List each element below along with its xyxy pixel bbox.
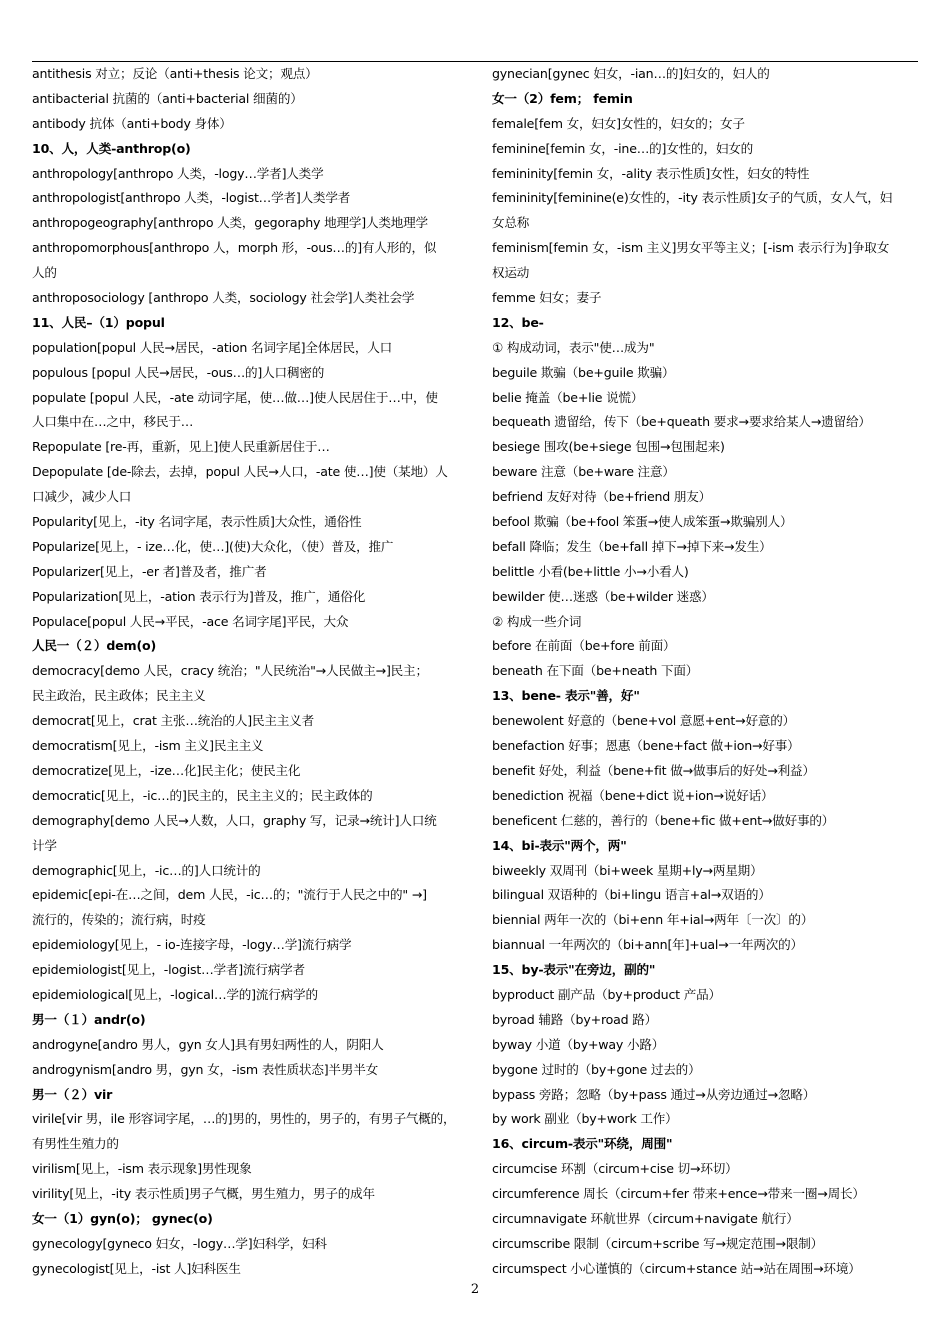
entry-line: epidemic[epi-在…之间，dem 人民，-ic…的；"流行于人民之中的" →] (32, 887, 427, 903)
entry-line: gynecian[gynec 妇女，-ian…的]妇女的，妇人的 (492, 66, 770, 81)
entry-line: Depopulate [de-除去，去掉，popul 人民→人口，-ate 使…]使（某地）人 (32, 464, 448, 480)
entry-line: circumscribe 限制（circum+scribe 写→规定范围→限制） (492, 1235, 823, 1251)
entry-line: Populace[popul 人民→平民，-ace 名词字尾]平民，大众 (32, 613, 349, 629)
entry-line: anthropologist[anthropo 人类，-logist…学者]人类学者 (32, 190, 351, 206)
entry-line: belie 掩盖（be+lie 说慌） (492, 389, 644, 405)
entry-line: bygone 过时的（by+gone 过去的） (492, 1061, 701, 1077)
entry-line: anthroposociology [anthropo 人类，sociology 社会学]人类社会学 (32, 290, 415, 306)
entry-line: Popularizer[见上，-er 者]普及者，推广者 (32, 563, 267, 579)
entry-line: ② 构成一些介词 (492, 613, 582, 629)
entry-line: ① 构成动词，表示"使…成为" (492, 339, 655, 355)
entry-line: demographic[见上，-ic…的]人口统计的 (32, 862, 261, 878)
entry-line: 人口集中在…之中，移民于… (32, 414, 194, 430)
entry-line: anthropomorphous[anthropo 人，morph 形，-ous…的]有人形的，似 (32, 240, 437, 256)
entry-line: bewilder 使…迷惑（be+wilder 迷惑） (492, 588, 714, 604)
section-heading: 男一（２）vir (32, 1086, 113, 1102)
entry-line: gynecologist[见上，-ist 人]妇科医生 (32, 1260, 241, 1276)
entry-line: befool 欺骗（be+fool 笨蛋→使人成笨蛋→欺骗别人） (492, 514, 793, 530)
entry-line: biannual 一年两次的（bi+ann[年]+ual→一年两次的） (492, 937, 803, 953)
entry-line: femininity[feminine(e)女性的，-ity 表示性质]女子的气质，女人气，妇 (492, 190, 893, 206)
entry-line: beguile 欺骗（be+guile 欺骗） (492, 364, 675, 380)
entry-line: besiege 围攻(be+siege 包围→包围起来) (492, 439, 725, 455)
entry-line: by work 副业（by+work 工作） (492, 1111, 678, 1127)
entry-line: Popularity[见上，-ity 名词字尾，表示性质]大众性，通俗性 (32, 514, 362, 530)
entry-line: benewolent 好意的（bene+vol 意愿+ent→好意的） (492, 713, 796, 729)
entry-line: female[fem 女，妇女]女性的，妇女的；女子 (492, 115, 745, 131)
entry-line: democratism[见上，-ism 主义]民主主义 (32, 738, 264, 754)
entry-line: androgynism[andro 男，gyn 女，-ism 表性质状态]半男半女 (32, 1061, 379, 1077)
entry-line: befriend 友好对待（be+friend 朋友） (492, 489, 712, 505)
section-heading: 女一（2）fem； femin (492, 90, 633, 106)
section-heading: 11、人民–（1）popul (32, 314, 165, 330)
entry-line: virility[见上，-ity 表示性质]男子气概，男生殖力，男子的成年 (32, 1186, 375, 1202)
entry-line: 人的 (32, 265, 57, 281)
entry-line: epidemiologist[见上，-logist…学者]流行病学者 (32, 962, 305, 978)
entry-line: circumference 周长（circum+fer 带来+ence→带来一圈→周长） (492, 1186, 865, 1202)
entry-line: populate [popul 人民，-ate 动词字尾，使…做…]使人民居住于…中，使 (32, 389, 438, 405)
entry-line: demography[demo 人民→人数，人口，graphy 写，记录→统计]人口统 (32, 812, 437, 828)
entry-line: democratize[见上，-ize…化]民主化；使民主化 (32, 762, 301, 778)
entry-line: byroad 辅路（by+road 路） (492, 1011, 658, 1027)
entry-line: circumcise 环割（circum+cise 切→环切） (492, 1161, 738, 1177)
entry-line: Repopulate [re-再，重新，见上]使人民重新居住于… (32, 439, 330, 455)
section-heading: 男一（１）andr(o) (32, 1011, 146, 1027)
entry-line: bilingual 双语种的（bi+lingu 语言+al→双语的） (492, 887, 771, 903)
entry-line: beneath 在下面（be+neath 下面） (492, 663, 699, 679)
section-heading: 16、circum-表示"环绕，周围" (492, 1136, 673, 1152)
entry-line: Popularize[见上，- ize…化，使…](使)大众化，（使）普及，推广 (32, 538, 394, 554)
entry-line: feminine[femin 女，-ine…的]女性的，妇女的 (492, 140, 754, 156)
entry-line: before 在前面（be+fore 前面） (492, 638, 676, 654)
entry-line: epidemiological[见上，-logical…学的]流行病学的 (32, 986, 318, 1002)
entry-line: 流行的，传染的；流行病，时疫 (32, 912, 206, 928)
entry-line: gynecology[gyneco 妇女，-logy…学]妇科学，妇科 (32, 1235, 327, 1251)
entry-line: democratic[见上，-ic…的]民主的，民主主义的；民主政体的 (32, 787, 373, 803)
entry-line: virilism[见上，-ism 表示现象]男性现象 (32, 1161, 252, 1177)
entry-line: femininity[femin 女，-ality 表示性质]女性，妇女的特性 (492, 165, 810, 181)
right-column (492, 62, 930, 1282)
section-heading: 12、be- (492, 314, 544, 330)
entry-line: 口减少，减少人口 (32, 489, 132, 505)
entry-line: antibacterial 抗菌的（anti+bacterial 细菌的） (32, 90, 303, 106)
entry-line: antibody 抗体（anti+body 身体） (32, 115, 232, 131)
entry-line: bypass 旁路；忽略（by+pass 通过→从旁边通过→忽略） (492, 1086, 816, 1102)
section-heading: 15、by-表示"在旁边，副的" (492, 962, 656, 978)
entry-line: 有男性生殖力的 (32, 1136, 119, 1152)
entry-line: bequeath 遗留给，传下（be+queath 要求→要求给某人→遗留给） (492, 414, 871, 430)
entry-line: benefit 好处，利益（bene+fit 做→做事后的好处→利益） (492, 762, 815, 778)
entry-line: feminism[femin 女，-ism 主义]男女平等主义；[-ism 表示行为]争取女 (492, 240, 890, 256)
section-heading: 13、bene- 表示"善，好" (492, 688, 640, 704)
entry-line: epidemiology[见上，- io-连接字母，-logy…学]流行病学 (32, 937, 352, 953)
entry-line: byway 小道（by+way 小路） (492, 1036, 665, 1052)
entry-line: 女总称 (492, 215, 530, 231)
entry-line: belittle 小看(be+little 小→小看人) (492, 563, 689, 579)
entry-line: beware 注意（be+ware 注意） (492, 464, 675, 480)
entry-line: populous [popul 人民→居民，-ous…的]人口稠密的 (32, 364, 325, 380)
entry-line: 计学 (32, 837, 57, 853)
entry-line: anthropology[anthropo 人类，-logy…学者]人类学 (32, 165, 324, 181)
entry-line: biweekly 双周刊（bi+week 星期+ly→两星期） (492, 862, 763, 878)
entry-line: democrat[见上，crat 主张…统治的人]民主主义者 (32, 713, 314, 729)
entry-line: antithesis 对立；反论（anti+thesis 论文；观点） (32, 66, 318, 81)
section-heading: 人民一（２）dem(o) (32, 638, 157, 654)
entry-line: population[popul 人民→居民，-ation 名词字尾]全体居民，人口 (32, 339, 393, 355)
entry-line: befall 降临；发生（be+fall 掉下→掉下来→发生） (492, 538, 772, 554)
entry-line: 民主政治，民主政体；民主主义 (32, 688, 206, 704)
section-heading: 10、人，人类-anthrop(o) (32, 140, 191, 156)
entry-line: virile[vir 男，ile 形容词字尾，…的]男的，男性的，男子的，有男子气概的， (32, 1111, 456, 1127)
entry-line: biennial 两年一次的（bi+enn 年+ial→两年〔一次〕的） (492, 912, 814, 928)
entry-line: circumnavigate 环航世界（circum+navigate 航行） (492, 1210, 799, 1226)
entry-line: benediction 祝福（bene+dict 说+ion→说好话） (492, 787, 774, 803)
left-column (32, 62, 470, 1282)
entry-line: femme 妇女；妻子 (492, 290, 602, 306)
entry-line: circumspect 小心谨慎的（circum+stance 站→站在周围→环境） (492, 1260, 861, 1276)
entry-line: anthropogeography[anthropo 人类，gegoraphy 地理学]人类地理学 (32, 215, 428, 231)
entry-line: Popularization[见上，-ation 表示行为]普及，推广，通俗化 (32, 588, 366, 604)
entry-line: benefaction 好事；恩惠（bene+fact 做+ion→好事） (492, 738, 800, 754)
entry-line: androgyne[andro 男人，gyn 女人]具有男妇两性的人，阴阳人 (32, 1036, 384, 1052)
entry-line: byproduct 副产品（by+product 产品） (492, 986, 721, 1002)
entry-line: 权运动 (492, 265, 530, 281)
entry-line: democracy[demo 人民，cracy 统治；"人民统治"→人民做主→]民主； (32, 663, 428, 679)
page-number: 2 (470, 1282, 480, 1297)
section-heading: 女一（1）gyn(o)； gynec(o) (32, 1210, 213, 1226)
section-heading: 14、bi-表示"两个，两" (492, 837, 627, 853)
entry-line: beneficent 仁慈的，善行的（bene+fic 做+ent→做好事的） (492, 812, 835, 828)
